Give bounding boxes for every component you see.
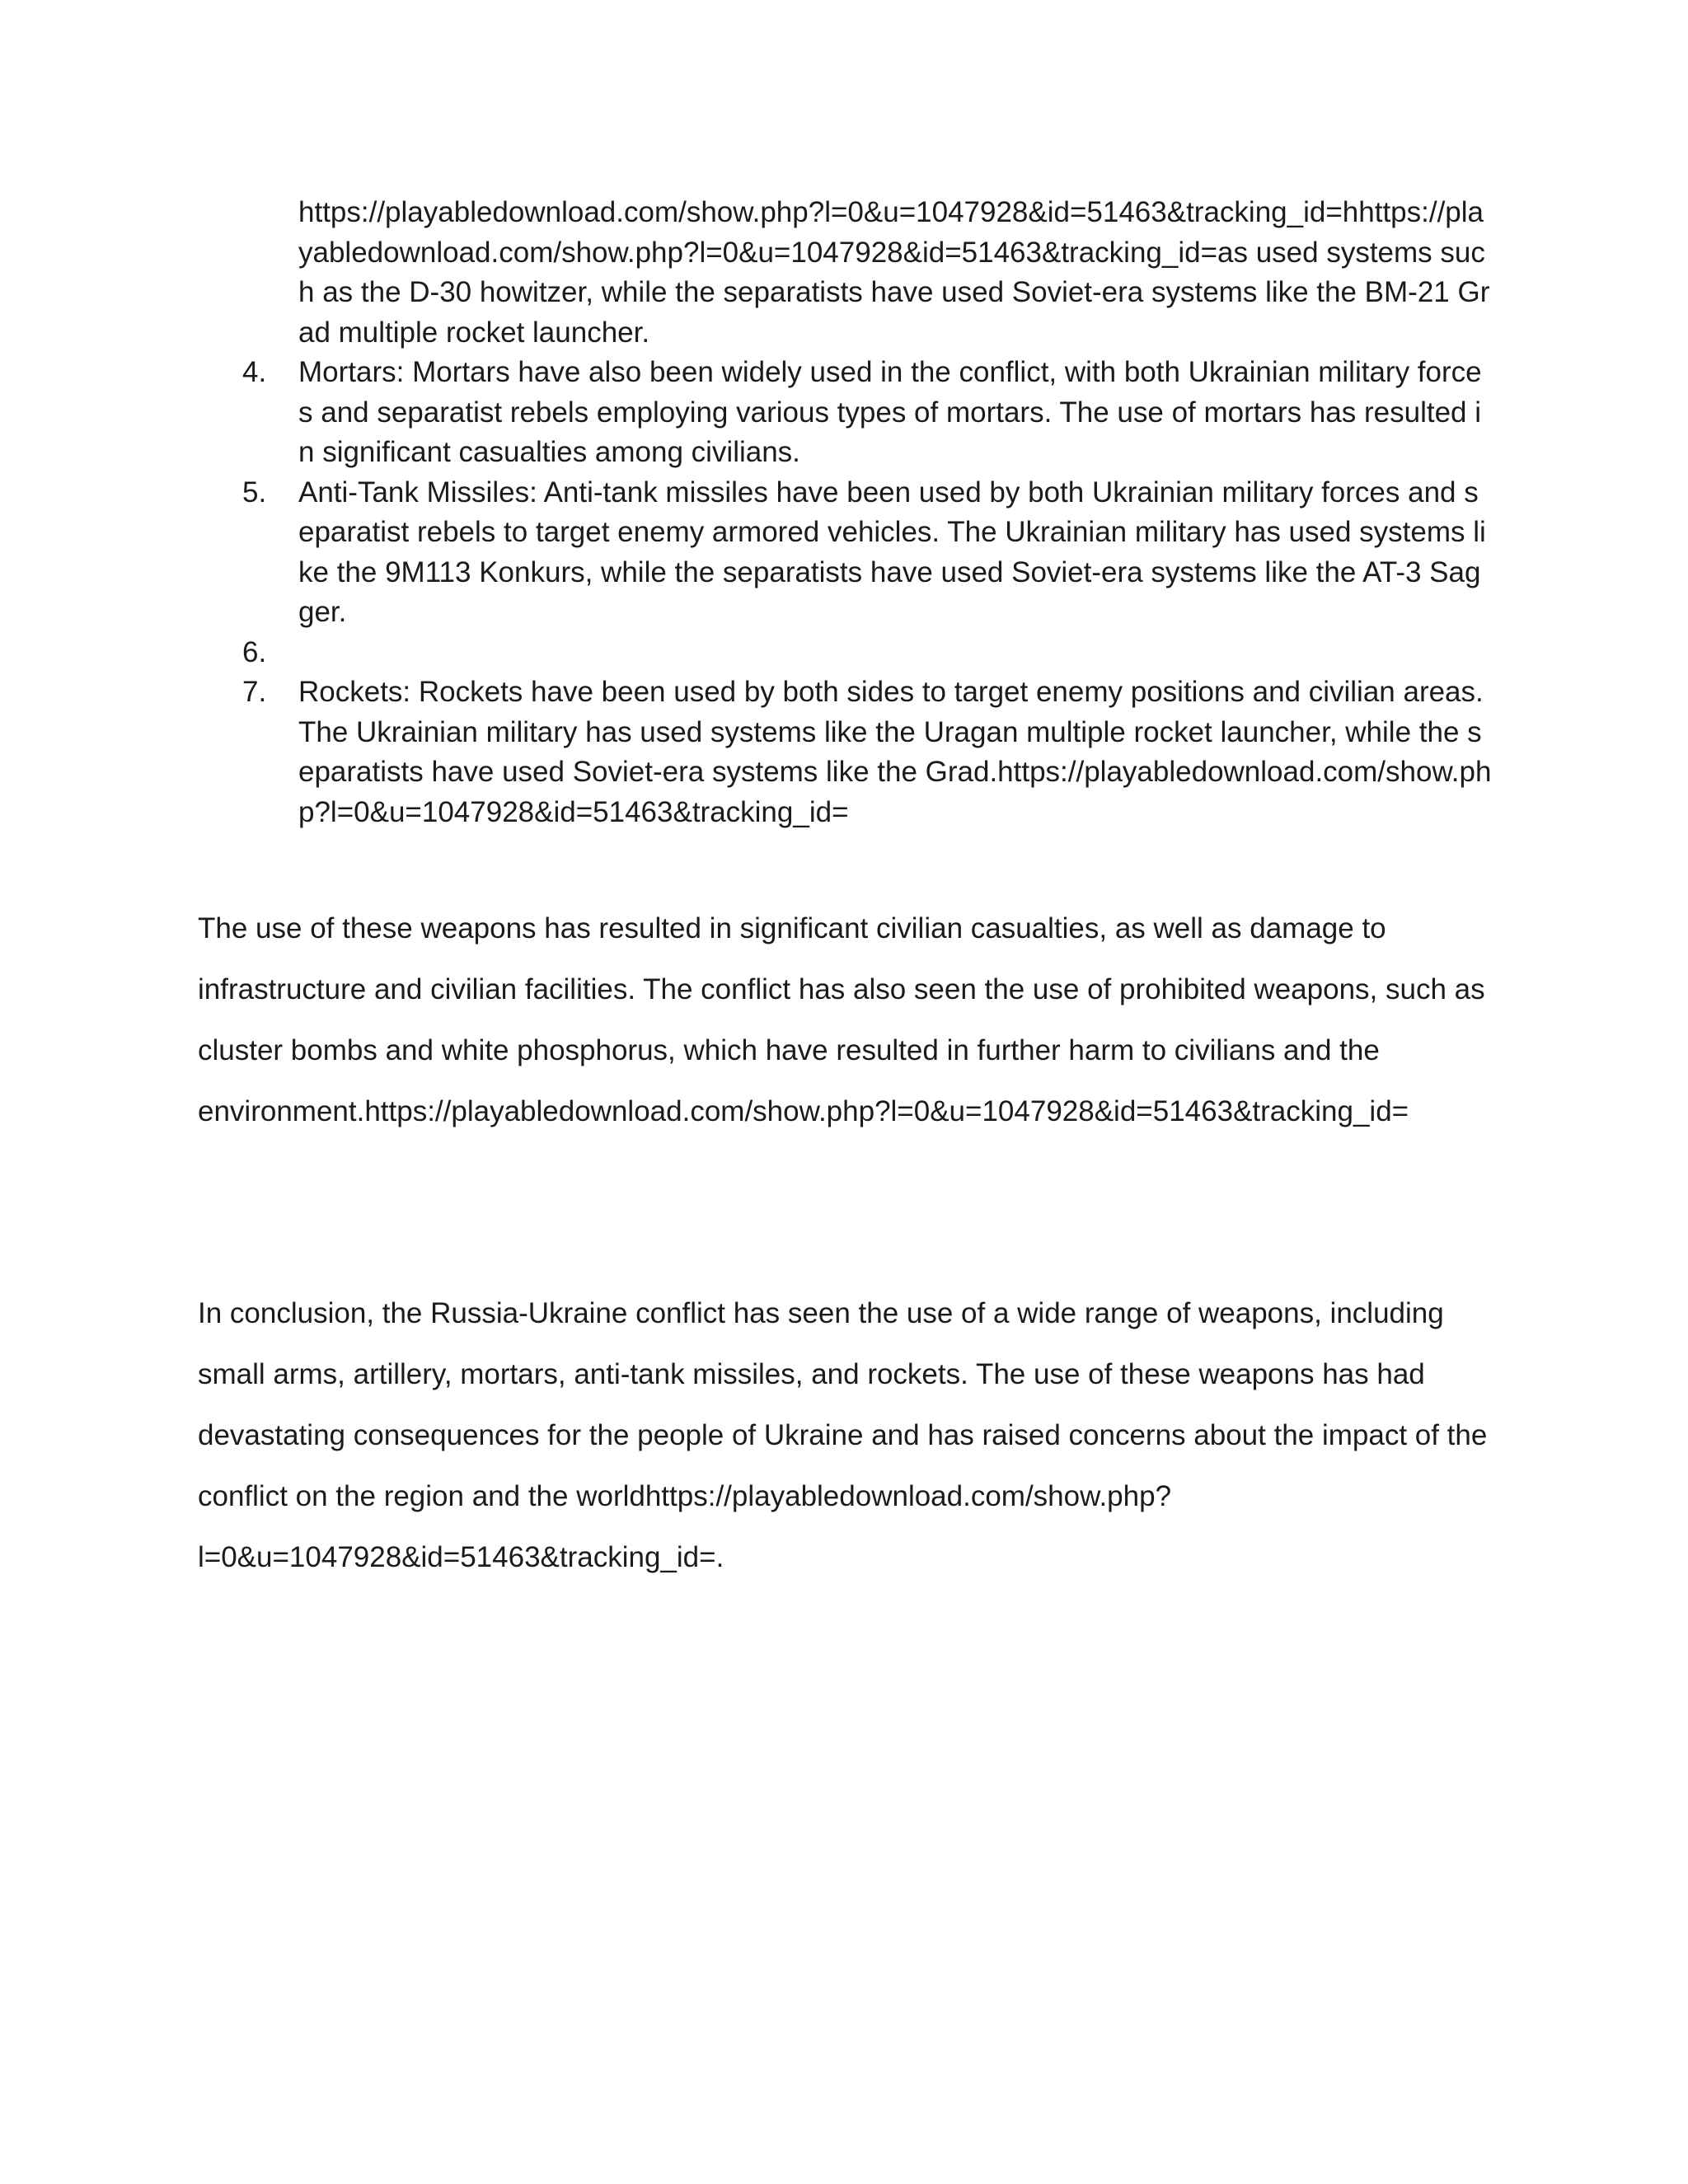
list-item-number: 7. [242, 676, 267, 708]
list-item-text: Rockets: Rockets have been used by both sides to target enemy positions and civilian areas. The Ukrainian military has used systems like the Uragan multiple rocket launcher, while the separatists have used Soviet-era systems like the Grad.https://playabledownload.com/show.php?l=0&u=1047928&id=51463&tracking_id= [298, 676, 1492, 828]
list-item [198, 353, 1492, 473]
weapons-list [198, 193, 1492, 832]
list-item-number: 5. [242, 476, 267, 509]
paragraph-conclusion: In conclusion, the Russia-Ukraine conflict has seen the use of a wide range of weapons, including small arms, artillery, mortars, anti-tank missiles, and rockets. The use of these weapons has had devastating consequences for the people of Ukraine and has raised concerns about the impact of the conflict on the region and the worldhttps://playabledownload.com/show.php?l=0&u=1047928&id=51463&tracking_id=. [198, 1297, 1488, 1573]
list-item-text: https://playabledownload.com/show.php?l=0&u=1047928&id=51463&tracking_id=hhttps://playabledownload.com/show.php?l=0&u=1047928&id=51463&tracking_id=as used systems such as the D-30 howitzer, while the separatists have used Soviet-era systems like the BM-21 Grad multiple rocket launcher. [298, 196, 1490, 349]
list-item-text: Anti-Tank Missiles: Anti-tank missiles have been used by both Ukrainian military forces and separatist rebels to target enemy armored vehicles. The Ukrainian military has used systems like the 9M113 Konkurs, while the separatists have used Soviet-era systems like the AT-3 Sagger. [298, 476, 1486, 628]
paragraph-civilian-impact: The use of these weapons has resulted in significant civilian casualties, as well as damage to infrastructure and civilian facilities. The conflict has also seen the use of prohibited weapons, such as cluster bombs and white phosphorus, which have resulted in further harm to civilians and the environment.https://playabledownload.com/show.php?l=0&u=1047928&id=51463&tracking_id= [198, 912, 1485, 1127]
list-item [198, 633, 1492, 673]
list-item-text: Mortars: Mortars have also been widely used in the conflict, with both Ukrainian military forces and separatist rebels employing various types of mortars. The use of mortars has resulted in significant casualties among civilians. [298, 356, 1482, 468]
list-item [198, 673, 1492, 832]
list-item-number: 4. [242, 356, 267, 388]
list-item-number: 6. [242, 635, 267, 668]
list-item [198, 473, 1492, 633]
list-item [198, 193, 1492, 353]
